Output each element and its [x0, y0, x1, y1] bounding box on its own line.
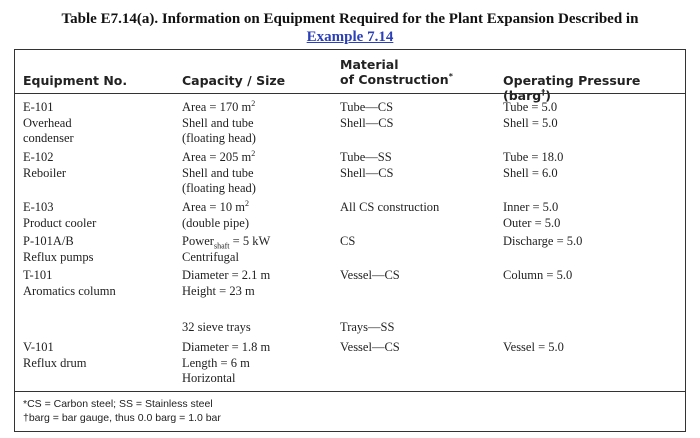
footnote-divider [15, 391, 685, 392]
row-e101-equipment: E-101 Overhead condenser [23, 100, 74, 145]
header-equipment: Equipment No. [23, 73, 128, 88]
row-e102-capacity: Area = 205 $m^2$ Shell and tube (floating head) [182, 148, 256, 195]
row-e101-material: Tube—CS Shell—CS [340, 100, 394, 130]
row-e103-capacity: Area = 10 $m^2$ (double pipe) [182, 198, 249, 230]
row-t101-material: Vessel—CS [340, 268, 400, 282]
row-e103-equipment: E-103 Product cooler [23, 200, 97, 230]
row-v101-equipment: V-101 Reflux drum [23, 340, 87, 370]
row-v101-material: Vessel—CS [340, 340, 400, 354]
equipment-table [14, 49, 686, 432]
row-v101-pressure: Vessel = 5.0 [503, 340, 564, 354]
row-v101-capacity: Diameter = 1.8 m Length = 6 m Horizontal [182, 340, 271, 385]
header-divider [15, 93, 685, 94]
row-e102-equipment: E-102 Reboiler [23, 150, 67, 180]
row-t101-capacity: Diameter = 2.1 m Height = 23 m [182, 268, 271, 298]
caption-title: Table E7.14(a). Information on Equipment Required for the Plant Expansion Described in [61, 11, 639, 27]
footnote-barg: †barg = bar gauge, thus 0.0 barg = 1.0 bar [23, 412, 221, 424]
example-link[interactable]: Example 7.14 [306, 29, 394, 45]
row-e101-pressure: Tube = 5.0 Shell = 5.0 [503, 100, 558, 130]
row-p101-material: CS [340, 234, 356, 248]
header-pressure: Operating Pressure (barg†) [503, 73, 641, 103]
row-e102-pressure: Tube = 18.0 Shell = 6.0 [503, 150, 564, 180]
row-p101-capacity: Power$_{shaft}$ = 5 kW Centrifugal [182, 234, 271, 264]
header-material: Material of Construction* [340, 57, 453, 87]
row-p101-equipment: P-101A/B Reflux pumps [23, 234, 94, 264]
row-t101-equipment: T-101 Aromatics column [23, 268, 116, 298]
row-t101-trays: 32 sieve trays [182, 320, 251, 334]
row-e103-pressure: Inner = 5.0 Outer = 5.0 [503, 200, 561, 230]
header-capacity: Capacity / Size [182, 73, 286, 88]
row-e102-material: Tube—SS Shell—CS [340, 150, 394, 180]
row-e101-capacity: Area = 170 $m^2$ Shell and tube (floating head) [182, 98, 256, 145]
table-caption [0, 10, 700, 46]
footnote-cs: *CS = Carbon steel; SS = Stainless steel [23, 398, 213, 410]
row-t101-pressure: Column = 5.0 [503, 268, 573, 282]
row-e103-material: All CS construction [340, 200, 440, 214]
row-t101-trays-material: Trays—SS [340, 320, 395, 334]
row-p101-pressure: Discharge = 5.0 [503, 234, 583, 248]
